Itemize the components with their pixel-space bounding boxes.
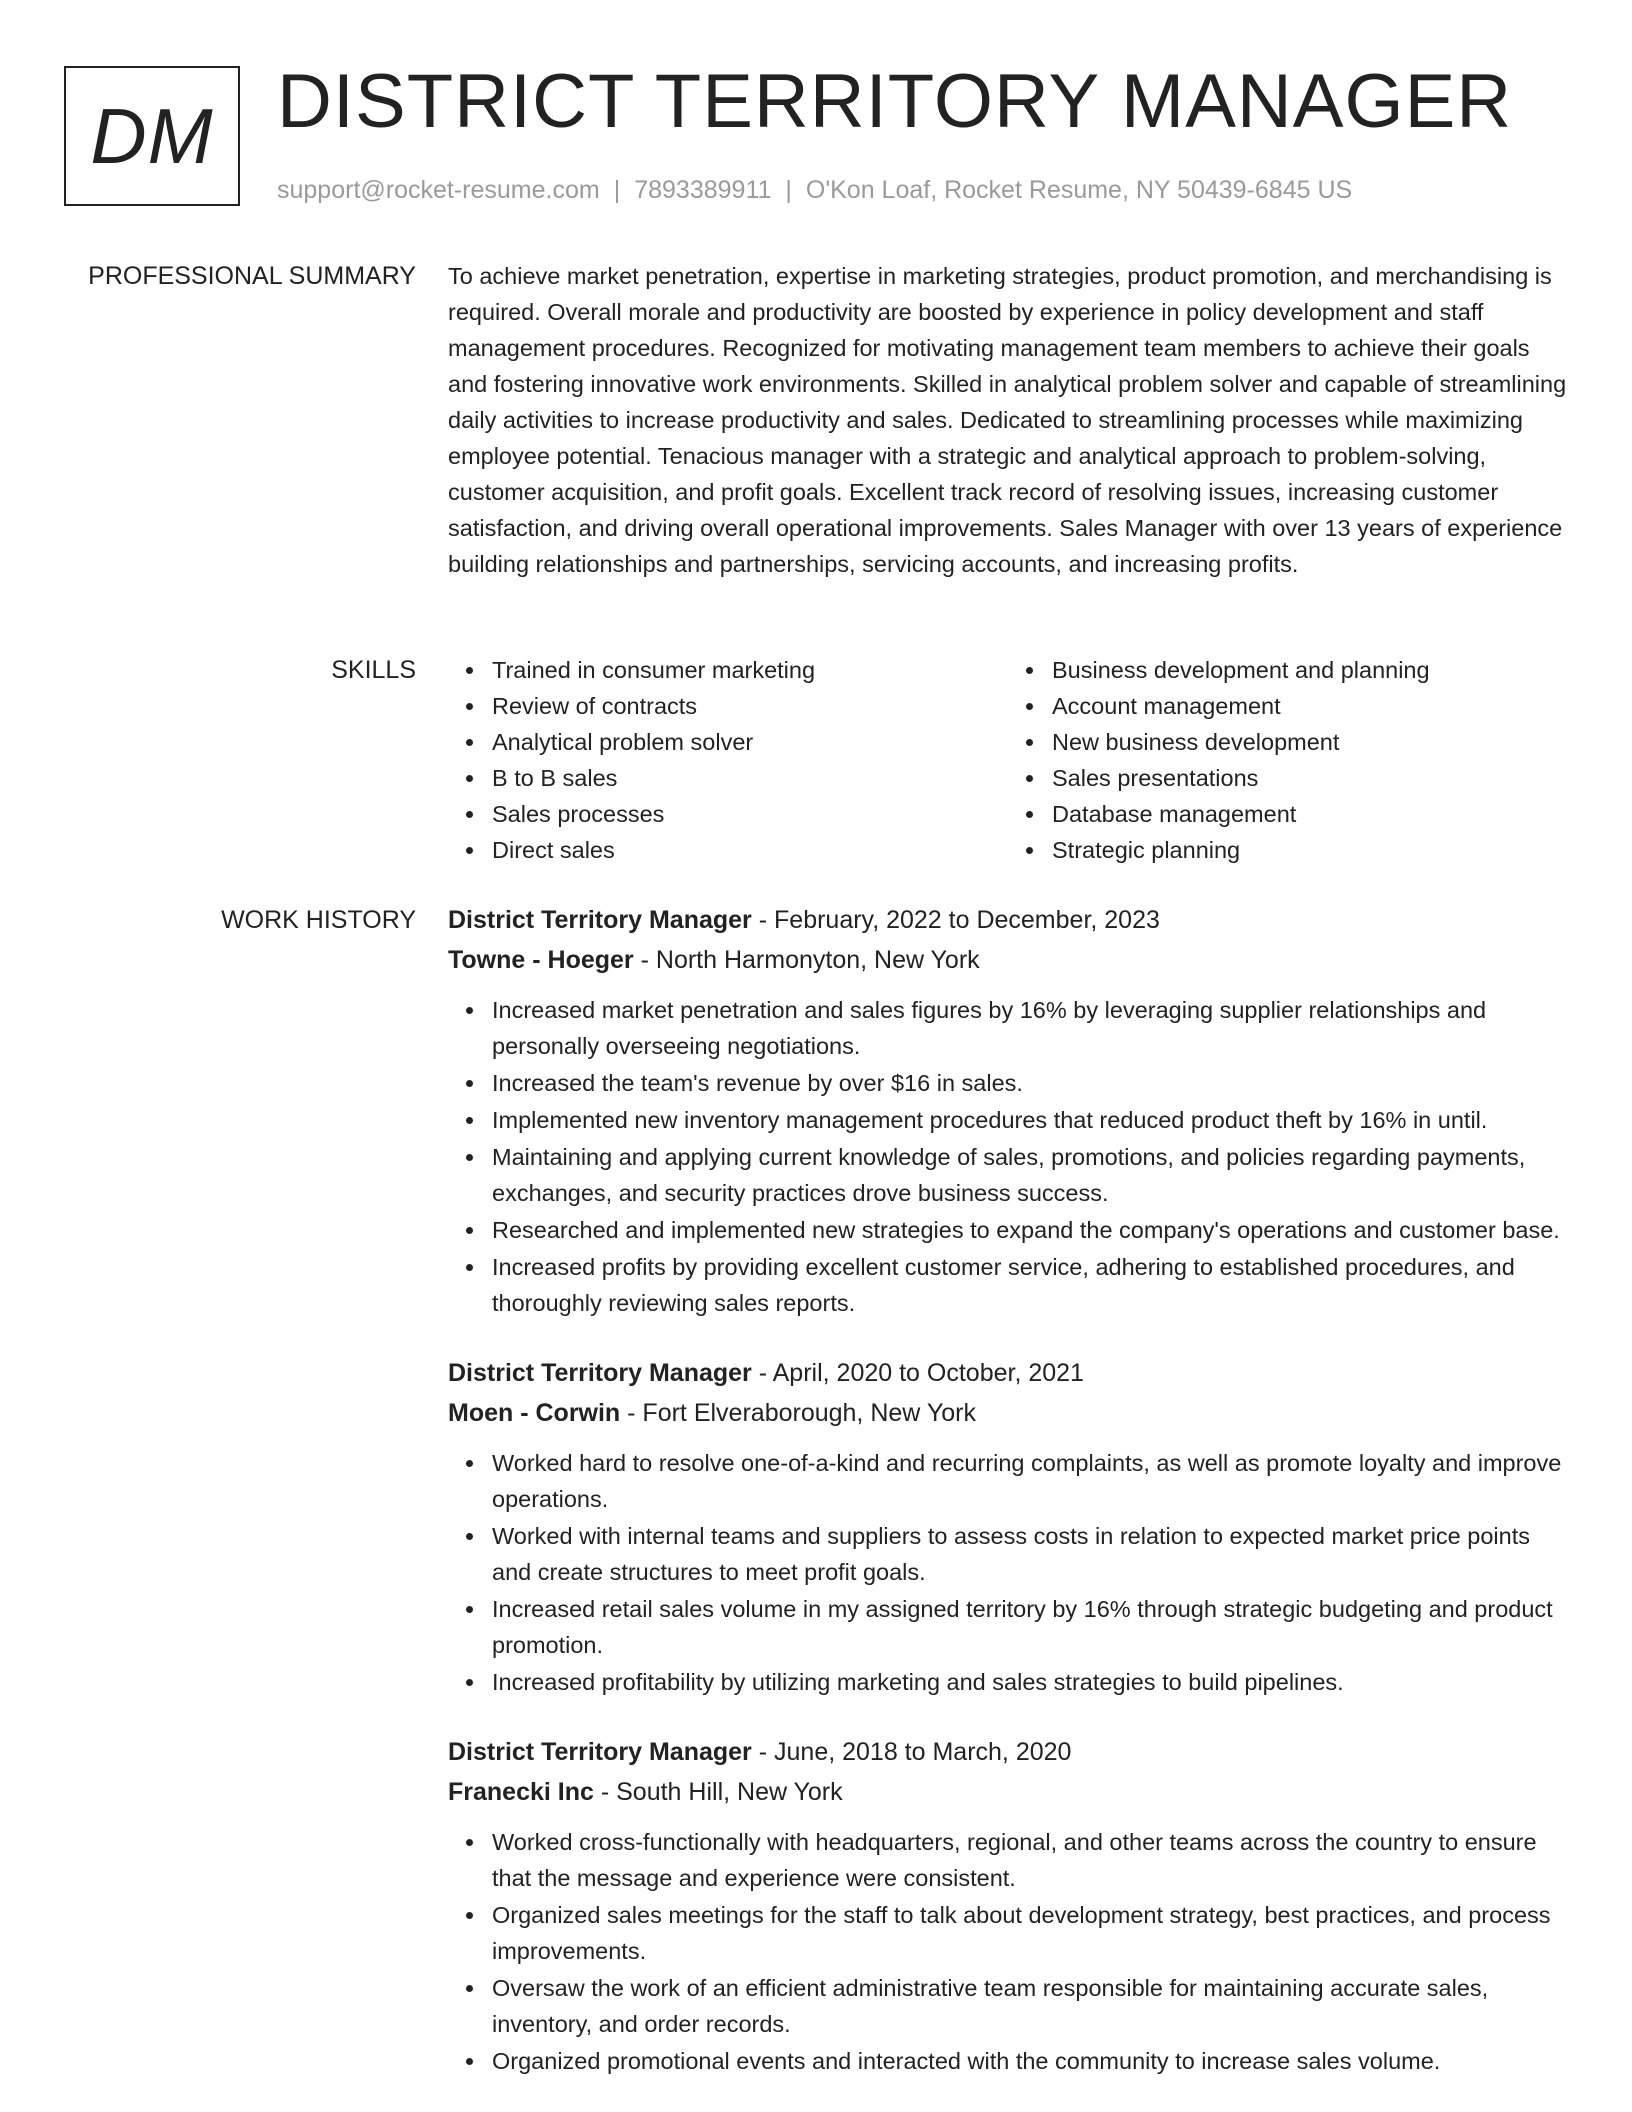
resume-title: DISTRICT TERRITORY MANAGER <box>277 59 1513 144</box>
skills-list-left <box>448 652 1008 868</box>
skills-list-right <box>1008 652 1568 868</box>
job-bullet: Worked with internal teams and suppliers to assess costs in relation to expected market price points and create structures to meet profit goals. <box>492 1518 1568 1590</box>
job-bullet: Implemented new inventory management procedures that reduced product theft by 16% in until. <box>492 1102 1568 1138</box>
job-bullet: Increased market penetration and sales figures by 16% by leveraging supplier relationships and personally overseeing negotiations. <box>492 992 1568 1064</box>
work-history-section <box>448 900 1568 2111</box>
contact-separator: | <box>785 176 792 204</box>
job-title: District Territory Manager <box>448 1738 752 1766</box>
job-location: - North Harmonyton, New York <box>633 946 980 974</box>
job-bullet: Maintaining and applying current knowledge of sales, promotions, and policies regarding payments, exchanges, and security practices drove business success. <box>492 1139 1568 1211</box>
job-title-line <box>448 1732 1568 1772</box>
job-company: Franecki Inc <box>448 1778 594 1806</box>
skill-item: Account management <box>1052 688 1568 724</box>
skill-item: Direct sales <box>492 832 1008 868</box>
address: O'Kon Loaf, Rocket Resume, NY 50439-6845 US <box>805 176 1353 204</box>
job-header <box>448 1732 1568 1812</box>
summary-text: To achieve market penetration, expertise in marketing strategies, product promotion, and merchandising is required. Overall morale and productivity are boosted by experience in policy development and staff management procedures. Recognized for motivating management team members to achieve their goals and fostering innovative work environments. Skilled in analytical problem solver and capable of streamlining daily activities to increase productivity and sales. Dedicated to streamlining processes while maximizing employee potential. Tenacious manager with a strategic and analytical approach to problem-solving, customer acquisition, and profit goals. Excellent track record of resolving issues, increasing customer satisfaction, and driving overall operational improvements. Sales Manager with over 13 years of experience building relationships and partnerships, servicing accounts, and increasing profits. <box>448 263 1567 577</box>
skills-columns <box>448 652 1568 868</box>
job-bullet: Increased retail sales volume in my assigned territory by 16% through strategic budgeting and product promotion. <box>492 1591 1568 1663</box>
job-bullet: Oversaw the work of an efficient administrative team responsible for maintaining accurate sales, inventory, and order records. <box>492 1970 1568 2042</box>
skill-item: Strategic planning <box>1052 832 1568 868</box>
contact-separator: | <box>613 176 621 204</box>
job-entry <box>448 900 1568 1321</box>
skills-section <box>448 652 1568 868</box>
skill-item: Analytical problem solver <box>492 724 1008 760</box>
job-bullet: Worked hard to resolve one-of-a-kind and recurring complaints, as well as promote loyalty and improve operations. <box>492 1445 1568 1517</box>
email-link[interactable]: support@rocket-resume.com <box>277 176 600 204</box>
section-label-summary: PROFESSIONAL SUMMARY <box>88 262 416 290</box>
job-company-line <box>448 940 1568 980</box>
job-bullets <box>448 1445 1568 1700</box>
job-company-line <box>448 1772 1568 1812</box>
job-company: Towne - Hoeger <box>448 946 634 974</box>
skill-item: Database management <box>1052 796 1568 832</box>
job-title: District Territory Manager <box>448 906 752 934</box>
job-title: District Territory Manager <box>448 1359 752 1387</box>
job-location: - Fort Elveraborough, New York <box>620 1399 976 1427</box>
skill-item: New business development <box>1052 724 1568 760</box>
skill-item: Business development and planning <box>1052 652 1568 688</box>
job-company: Moen - Corwin <box>448 1399 621 1427</box>
skill-item: Review of contracts <box>492 688 1008 724</box>
job-bullets <box>448 992 1568 1321</box>
job-location: - South Hill, New York <box>593 1778 843 1806</box>
skill-item: Sales processes <box>492 796 1008 832</box>
job-dates: - June, 2018 to March, 2020 <box>751 1738 1072 1766</box>
section-label-work: WORK HISTORY <box>221 906 416 934</box>
job-bullet: Increased profits by providing excellent customer service, adhering to established procedures, and thoroughly reviewing sales reports. <box>492 1249 1568 1321</box>
section-label-skills: SKILLS <box>331 656 416 684</box>
skill-item: B to B sales <box>492 760 1008 796</box>
job-dates: - April, 2020 to October, 2021 <box>751 1359 1084 1387</box>
job-dates: - February, 2022 to December, 2023 <box>751 906 1160 934</box>
job-company-line <box>448 1393 1568 1433</box>
job-title-line <box>448 900 1568 940</box>
contact-line <box>277 172 1352 208</box>
skill-item: Trained in consumer marketing <box>492 652 1008 688</box>
job-bullet: Organized promotional events and interacted with the community to increase sales volume. <box>492 2043 1568 2079</box>
job-header <box>448 900 1568 980</box>
job-title-line <box>448 1353 1568 1393</box>
job-bullets <box>448 1824 1568 2079</box>
phone-number: 7893389911 <box>634 176 772 204</box>
job-header <box>448 1353 1568 1433</box>
monogram-logo: DM <box>64 66 240 206</box>
summary-section <box>448 258 1568 582</box>
skill-item: Sales presentations <box>1052 760 1568 796</box>
job-bullet: Increased profitability by utilizing marketing and sales strategies to build pipelines. <box>492 1664 1568 1700</box>
job-bullet: Organized sales meetings for the staff to talk about development strategy, best practices, and process improvements. <box>492 1897 1568 1969</box>
job-entry <box>448 1732 1568 2079</box>
job-bullet: Researched and implemented new strategies to expand the company's operations and customer base. <box>492 1212 1568 1248</box>
job-bullet: Increased the team's revenue by over $16 in sales. <box>492 1065 1568 1101</box>
job-bullet: Worked cross-functionally with headquarters, regional, and other teams across the country to ensure that the message and experience were consistent. <box>492 1824 1568 1896</box>
job-entry <box>448 1353 1568 1700</box>
